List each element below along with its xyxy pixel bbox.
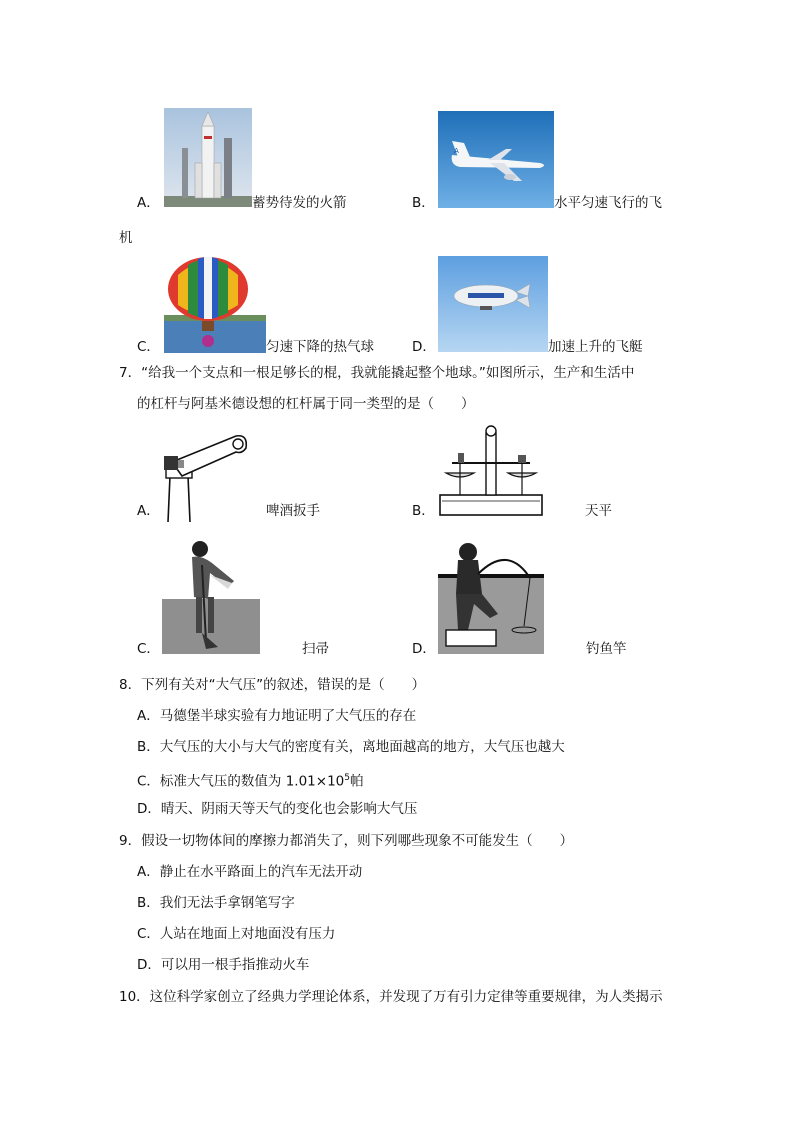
q8-option-c: [137, 769, 364, 791]
q6-option-c-letter: C．: [137, 339, 160, 355]
q6-option-b-letter: B．: [412, 195, 435, 211]
q8-option-b: B．大气压的大小与大气的密度有关，离地面越高的地方，大气压也越大: [137, 739, 565, 755]
q8-option-c-unit: 帕: [350, 773, 364, 790]
q9-option-b: B．我们无法手拿钢笔写字: [137, 895, 295, 911]
q7-option-a-letter: A．: [137, 503, 160, 519]
q8-option-c-exponent: 5: [344, 773, 350, 783]
q9-option-d: D．可以用一根手指推动火车: [137, 957, 310, 973]
bottle-opener-image: [152, 432, 252, 522]
q7-stem-line1: 7．“给我一个支点和一根足够长的棍，我就能撬起整个地球。”如图所示，生产和生活中: [119, 365, 635, 381]
q8-option-c-prefix: C．标准大气压的数值为 1.01×10: [137, 773, 345, 790]
q7-option-a-text: 啤酒扳手: [266, 503, 320, 519]
q7-stem-line2: 的杠杆与阿基米德设想的杠杆属于同一类型的是（ ）: [137, 396, 475, 412]
q7-option-b-letter: B．: [412, 503, 435, 519]
q6-option-b-wrap: 机: [119, 230, 133, 246]
q6-option-d-text: 加速上升的飞艇: [548, 339, 643, 355]
q7-option-b-text: 天平: [585, 503, 612, 519]
q6-option-c-text: 匀速下降的热气球: [266, 339, 374, 355]
airship-image: [438, 256, 548, 352]
q7-option-c-letter: C．: [137, 641, 160, 657]
q10-stem-line1: 10．这位科学家创立了经典力学理论体系，并发现了万有引力定律等重要规律，为人类揭示: [119, 989, 663, 1005]
airplane-image: [438, 111, 554, 208]
q6-option-b-text: 水平匀速飞行的飞: [554, 195, 662, 211]
q7-option-d-text: 钓鱼竿: [586, 641, 627, 657]
svg-text:A: A: [454, 147, 459, 155]
broom-sweeping-image: [162, 537, 260, 654]
q7-option-d-letter: D．: [412, 641, 436, 657]
q7-option-c-text: 扫帚: [302, 641, 329, 657]
q8-option-a: A．马德堡半球实验有力地证明了大气压的存在: [137, 708, 417, 724]
q6-option-a-letter: A．: [137, 195, 160, 211]
hot-air-balloon-image: [164, 255, 266, 353]
q8-option-d: D．晴天、阴雨天等天气的变化也会影响大气压: [137, 801, 418, 817]
rocket-image: [164, 108, 252, 207]
q6-option-d-letter: D．: [412, 339, 436, 355]
fishing-rod-image: [438, 534, 544, 654]
balance-scale-image: [438, 423, 544, 519]
q8-stem: 8．下列有关对“大气压”的叙述，错误的是（ ）: [119, 677, 426, 693]
q9-option-c: C．人站在地面上对地面没有压力: [137, 926, 336, 942]
q6-option-a-text: 蓄势待发的火箭: [252, 195, 347, 211]
q9-option-a: A．静止在水平路面上的汽车无法开动: [137, 864, 363, 880]
q9-stem: 9．假设一切物体间的摩擦力都消失了，则下列哪些现象不可能发生（ ）: [119, 833, 574, 849]
